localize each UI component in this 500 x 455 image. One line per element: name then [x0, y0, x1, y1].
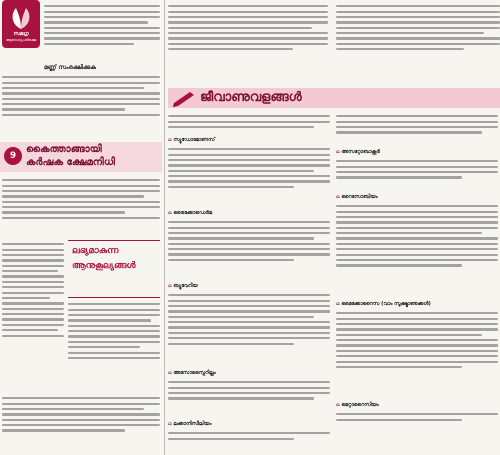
sub-body-2 [168, 291, 330, 367]
welfare-card-header [0, 142, 162, 172]
sub-heading-1: ⌂ ട്രൈക്കോഡെർമ [168, 210, 330, 216]
sub-heading-2: ⌂ ബ്യൂവേറിയ [168, 283, 330, 289]
right-top-text [168, 0, 500, 82]
sub-heading-3: ⌂ അസോസ്പൈറില്ലം [168, 370, 330, 376]
card-footer-text [2, 394, 160, 452]
left-column [0, 0, 162, 455]
sub-body-3 [168, 378, 330, 418]
biofertilizer-banner [168, 88, 500, 108]
card-body-right [68, 300, 160, 390]
right-column-a [168, 112, 330, 455]
sub-heading-4: ⌂ ലക്കാനിസീലിയം [168, 421, 330, 427]
top-left-paragraph [168, 2, 328, 82]
sub-body-6 [336, 202, 498, 298]
intro-bio-paragraph [168, 112, 330, 134]
leaf-logo-icon [2, 3, 40, 33]
sub-heading-8: ⌂ മെറ്റാറൈസിയം [336, 402, 498, 408]
card-bullets [2, 176, 160, 236]
sub-heading-6: ⌂ റൈസോബിയം [336, 194, 498, 200]
card-title-line1: കൈത്താങ്ങായി [26, 144, 102, 155]
colb-intro [336, 112, 498, 146]
banner-title: ജീവാണുവളങ്ങൾ [200, 90, 302, 105]
card-body-left [2, 240, 64, 390]
top-right-paragraph [336, 2, 500, 82]
sub-body-7 [336, 309, 498, 399]
sub-body-0 [168, 145, 330, 207]
pen-icon [172, 89, 198, 107]
sub-body-5 [336, 157, 498, 191]
benefits-box [68, 240, 160, 298]
benefits-title-line1: ലഭ്യമാകുന്ന [72, 246, 119, 256]
card-badge-icon [4, 147, 22, 165]
card-number: 9 [9, 151, 17, 161]
sub-heading-7: ⌂ മൈക്കോറൈസ (വാം സൂക്ഷ്മാണുക്കൾ) [336, 301, 498, 307]
sub-heading-0: ⌂ സ്യൂഡോമോണസ് [168, 137, 330, 143]
sub-body-4 [168, 429, 330, 449]
logo-line1: സമഗ്ര [13, 31, 29, 37]
sub-body-1 [168, 218, 330, 280]
logo-line2: ആരോഗ്യപരിരക്ഷ [5, 38, 37, 42]
right-column-b [336, 112, 498, 455]
sub-heading-5: ⌂ അസറ്റോബാക്റ്റർ [336, 149, 498, 155]
soil-paragraph [2, 73, 160, 138]
benefits-title-line2: ആനുകൂല്യങ്ങൾ [72, 261, 136, 271]
intro-paragraph [44, 2, 160, 64]
column-divider [164, 0, 165, 455]
card-title-line2: കർഷക ക്ഷേമനിധി [26, 157, 115, 168]
soil-heading: മണ്ണ് സംരക്ഷിക്കുക [44, 64, 96, 71]
sub-body-8 [336, 410, 498, 432]
logo-badge [2, 0, 40, 48]
